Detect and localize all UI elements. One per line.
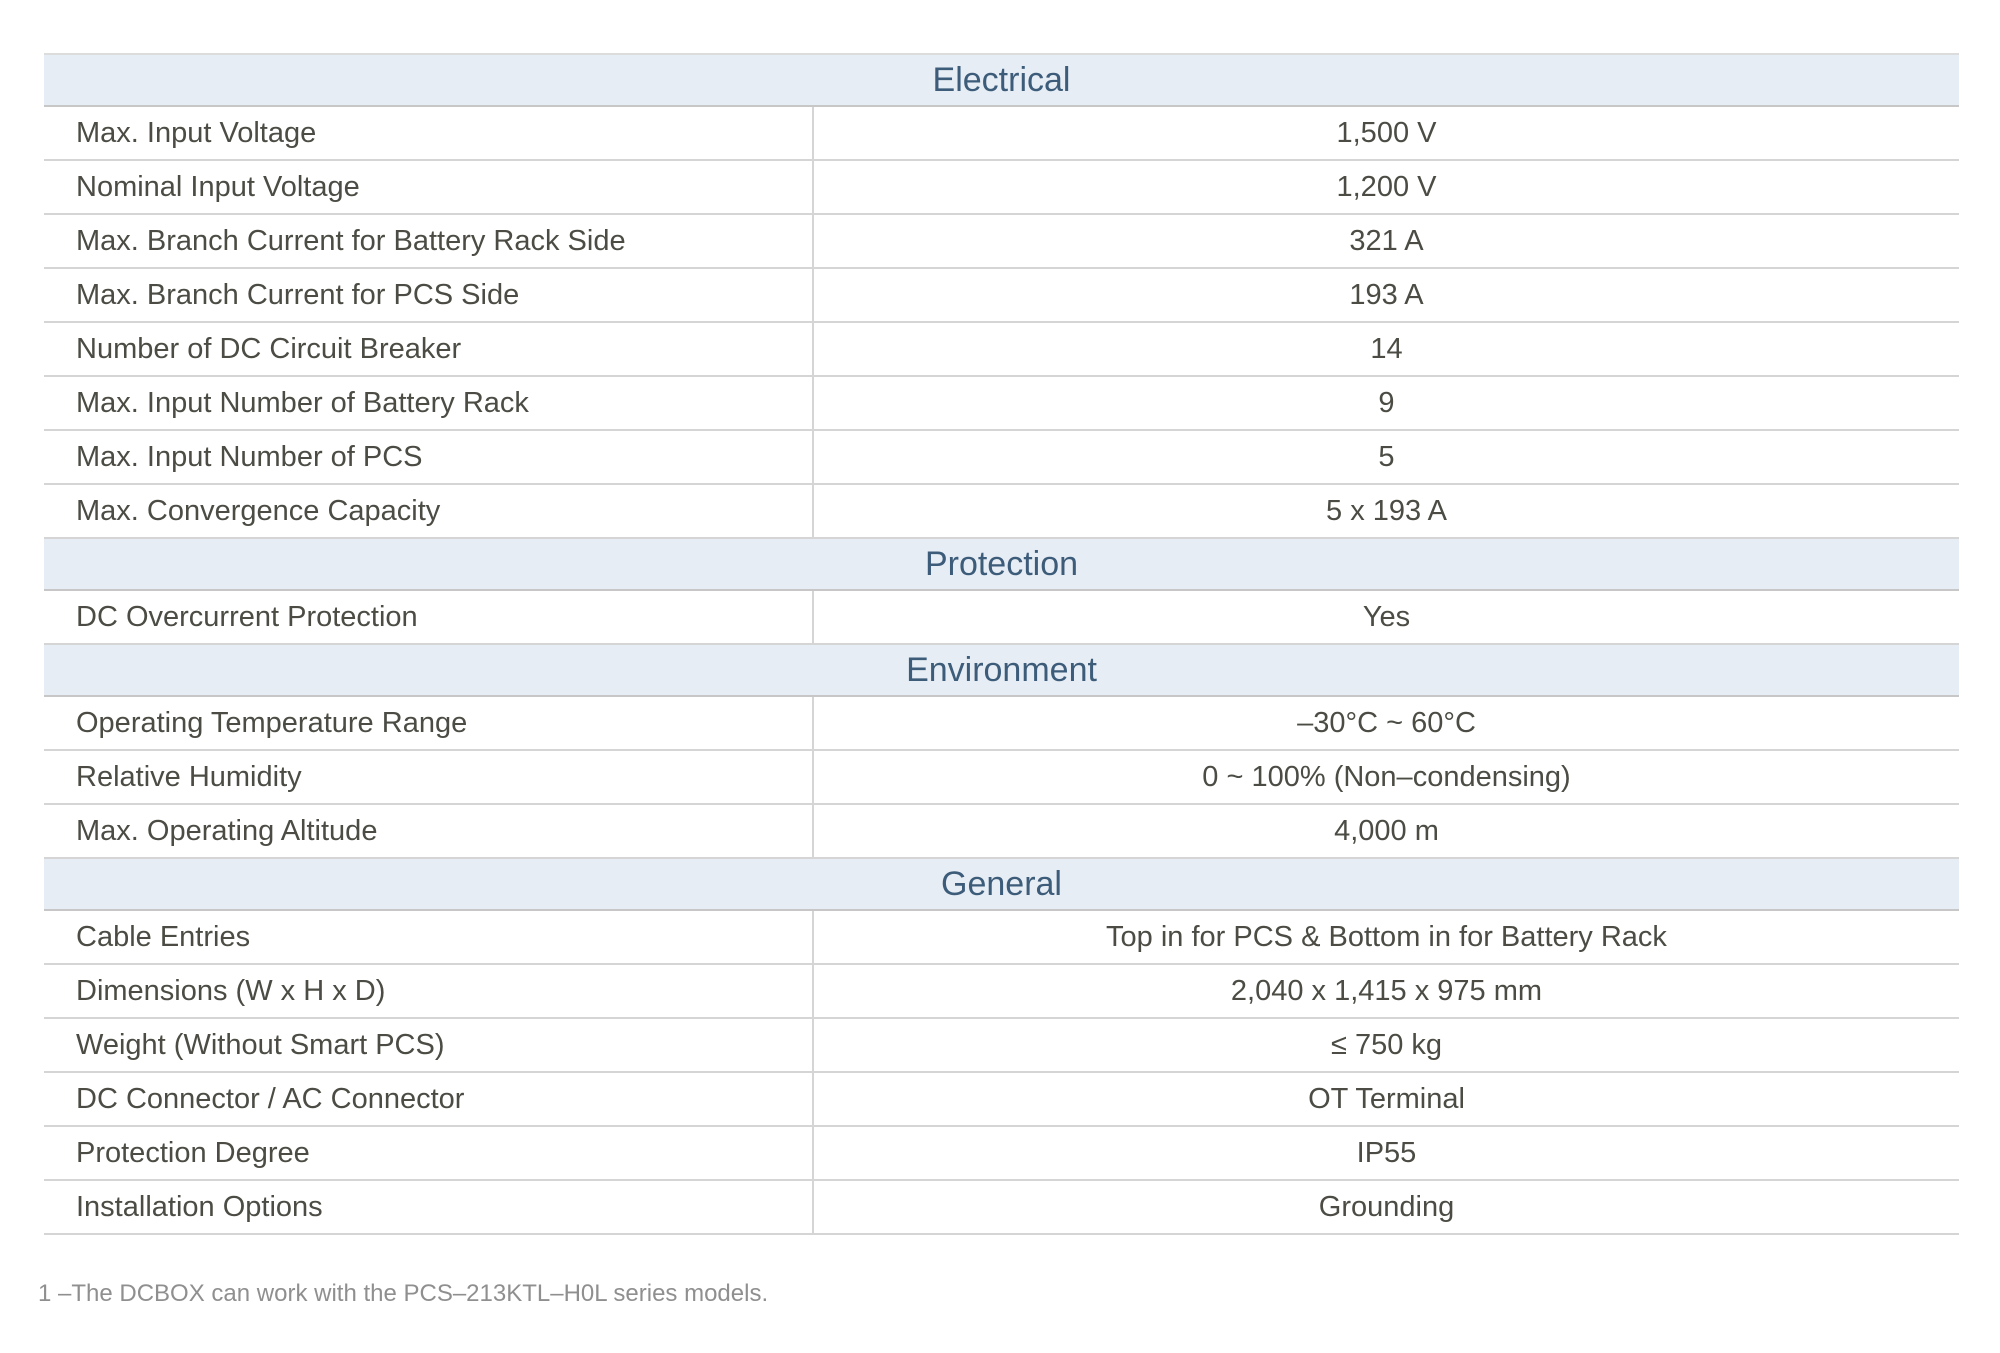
spec-label: Nominal Input Voltage — [44, 161, 814, 213]
spec-value: 9 — [1378, 386, 1395, 419]
spec-row — [44, 1181, 1959, 1235]
spec-value: Grounding — [1318, 1190, 1455, 1223]
section-header-electrical: Electrical — [44, 55, 1959, 107]
spec-label: DC Overcurrent Protection — [44, 591, 814, 643]
section-header-protection: Protection — [44, 539, 1959, 591]
spec-value: 1,500 V — [1336, 116, 1437, 149]
spec-row — [44, 1073, 1959, 1127]
spec-row — [44, 805, 1959, 859]
spec-value: IP55 — [1356, 1136, 1417, 1169]
footnote: 1 –The DCBOX can work with the PCS–213KTL–H0L series models. — [38, 1280, 769, 1307]
spec-value: 4,000 m — [1334, 814, 1439, 847]
spec-value: 0 ~ 100% (Non–condensing) — [1202, 760, 1571, 793]
spec-row — [44, 1127, 1959, 1181]
spec-row — [44, 269, 1959, 323]
spec-row — [44, 377, 1959, 431]
spec-label: Installation Options — [44, 1181, 814, 1233]
spec-row — [44, 1019, 1959, 1073]
spec-label: Cable Entries — [44, 911, 814, 963]
spec-value: 1,200 V — [1336, 170, 1437, 203]
spec-label: DC Connector / AC Connector — [44, 1073, 814, 1125]
spec-label: Max. Branch Current for Battery Rack Side — [44, 215, 814, 267]
spec-table — [44, 53, 1959, 1235]
section-header-environment: Environment — [44, 645, 1959, 697]
spec-value: 5 x 193 A — [1326, 494, 1447, 527]
spec-label: Max. Convergence Capacity — [44, 485, 814, 537]
spec-value: 321 A — [1349, 224, 1424, 257]
spec-row — [44, 751, 1959, 805]
spec-value: –30°C ~ 60°C — [1297, 706, 1476, 739]
spec-row — [44, 591, 1959, 645]
spec-label: Protection Degree — [44, 1127, 814, 1179]
spec-row — [44, 107, 1959, 161]
spec-value: OT Terminal — [1308, 1082, 1465, 1115]
spec-row — [44, 323, 1959, 377]
spec-label: Max. Input Number of PCS — [44, 431, 814, 483]
spec-row — [44, 911, 1959, 965]
spec-label: Number of DC Circuit Breaker — [44, 323, 814, 375]
spec-row — [44, 697, 1959, 751]
spec-value: 193 A — [1349, 278, 1424, 311]
spec-row — [44, 485, 1959, 539]
spec-label: Max. Input Voltage — [44, 107, 814, 159]
spec-label: Relative Humidity — [44, 751, 814, 803]
spec-value: Yes — [1362, 600, 1411, 633]
section-header-general: General — [44, 859, 1959, 911]
spec-label: Max. Operating Altitude — [44, 805, 814, 857]
spec-value: Top in for PCS & Bottom in for Battery Rack — [1106, 920, 1667, 953]
spec-value: 2,040 x 1,415 x 975 mm — [1230, 974, 1543, 1007]
spec-row — [44, 215, 1959, 269]
spec-row — [44, 965, 1959, 1019]
spec-value: 5 — [1378, 440, 1395, 473]
spec-label: Dimensions (W x H x D) — [44, 965, 814, 1017]
spec-label: Operating Temperature Range — [44, 697, 814, 749]
spec-label: Max. Branch Current for PCS Side — [44, 269, 814, 321]
spec-label: Weight (Without Smart PCS) — [44, 1019, 814, 1071]
spec-row — [44, 161, 1959, 215]
spec-value: ≤ 750 kg — [1330, 1028, 1443, 1061]
spec-value: 14 — [1370, 332, 1403, 365]
spec-row — [44, 431, 1959, 485]
spec-label: Max. Input Number of Battery Rack — [44, 377, 814, 429]
